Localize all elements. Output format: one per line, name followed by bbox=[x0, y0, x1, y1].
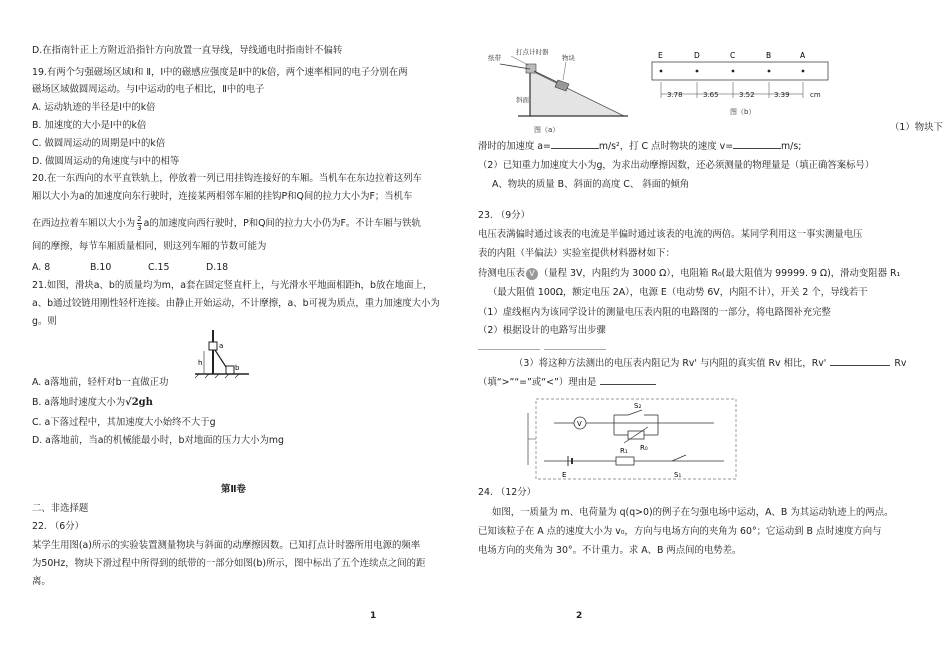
q23-stem-line2: 表的内阻（半偏法）实验室提供材料器材如下： bbox=[478, 248, 675, 259]
q23-stem-line4: （最大阻值 100Ω，额定电压 2A），电源 E（电动势 6V，内阻不计），开关 2 个，导线若干 bbox=[488, 287, 868, 298]
q22-velocity-unit: m/s; bbox=[781, 141, 802, 152]
q22-head: 22. （6分） bbox=[32, 521, 84, 532]
q23-stem-line8 bbox=[478, 376, 656, 389]
page-number: 2 bbox=[576, 611, 583, 621]
right-page bbox=[470, 0, 950, 658]
q20-option-b: B.10 bbox=[90, 262, 112, 273]
left-page bbox=[0, 0, 465, 658]
tape-dot bbox=[768, 70, 771, 73]
q20-option-a: A. 8 bbox=[32, 262, 51, 273]
tape-dot bbox=[660, 70, 663, 73]
resistor-r1 bbox=[616, 457, 634, 465]
slider-b bbox=[226, 366, 234, 374]
q19-stem-line1: 19.有两个匀强磁场区域Ⅰ和 Ⅱ，Ⅰ中的磁感应强度是Ⅱ中的k倍，两个速率相同的电子分别在两 bbox=[32, 67, 408, 78]
q23-stem-line6: （2）根据设计的电路写出步骤 bbox=[478, 325, 606, 336]
q24-stem-line1: 如图，一质量为 m、电荷量为 q(q>0)的例子在匀强电场中运动，A、B 为其运动轨迹上的两点。 bbox=[492, 507, 894, 518]
q24-head: 24. （12分） bbox=[478, 487, 536, 498]
q23-stem-line7-b: Rv bbox=[894, 358, 907, 369]
q22-stem-line1: 某学生用图(a)所示的实验装置测量物块与斜面的动摩擦因数。已知打点计时器所用电源的频率 bbox=[32, 540, 421, 551]
q23-head: 23. （9分） bbox=[478, 210, 530, 221]
answer-rule bbox=[544, 349, 606, 350]
q20-stem-line1: 20.在一东西向的水平直铁轨上，停放着一列已用挂钩连接好的车厢。当机车在东边拉着这列车 bbox=[32, 173, 422, 184]
circuit-label-s1: S₁ bbox=[674, 471, 682, 479]
answer-blank-reason[interactable] bbox=[600, 376, 656, 385]
q23-circuit-diagram bbox=[524, 395, 744, 487]
q22-velocity-text: ，打 C 点时物块的速度 v= bbox=[619, 141, 734, 152]
q21-stem-line3: g。则 bbox=[32, 316, 57, 327]
fraction-two-thirds bbox=[137, 215, 141, 232]
q22-stem-line2: 为50Hz，物块下滑过程中所得到的纸带的一部分如图(b)所示，图中标出了五个连续点之间的距 bbox=[32, 558, 426, 569]
q23-stem-line1: 电压表满偏时通过该表的电流是半偏时通过该表的电流的两倍。某同学利用这一事实测量电压 bbox=[478, 229, 863, 240]
point-label-d: D bbox=[694, 51, 700, 60]
q22-part1-lead: （1）物块下 bbox=[890, 122, 943, 133]
point-label-c: C bbox=[730, 51, 736, 60]
label-block: 物块 bbox=[562, 54, 575, 62]
switch-s1 bbox=[672, 455, 686, 461]
circuit-label-e: E bbox=[562, 471, 567, 479]
paper-tape bbox=[652, 62, 828, 80]
q22-accel-unit: m/s² bbox=[598, 141, 620, 152]
page-number: 1 bbox=[370, 611, 377, 621]
q21-stem-line2: a、b通过铰链用刚性轻杆连接。由静止开始运动，不计摩擦，a、b可视为质点，重力加速度大小为 bbox=[32, 298, 440, 309]
q21-option-b-text: B. a落地时速度大小为 bbox=[32, 397, 126, 408]
q18-option-d: D.在指南针正上方附近沿指针方向放置一直导线，导线通电时指南针不偏转 bbox=[32, 45, 343, 56]
q20-stem-line4: 间的摩擦，每节车厢质量相同，则这列车厢的节数可能为 bbox=[32, 241, 267, 252]
q20-stem-line2: 厢以大小为a的加速度向东行驶时，连接某两相邻车厢的挂钩P和Q间的拉力大小为F；当机车 bbox=[32, 191, 413, 202]
q24-stem-line2: 已知该粒子在 A 点的速度大小为 v₀，方向与电场方向的夹角为 60°；它运动到 B 点时速度方向与 bbox=[478, 526, 882, 537]
q22-part2: （2）已知重力加速度大小为g，为求出动摩擦因数，还必须测量的物理量是（填正确答案标号） bbox=[478, 160, 875, 171]
q21-stem-line1: 21.如图，滑块a、b的质量均为m，a套在固定竖直杆上，与光滑水平地面相距h，b放在地面上， bbox=[32, 280, 433, 291]
section-subtitle: 二、非选择题 bbox=[32, 503, 89, 514]
point-label-e: E bbox=[658, 51, 663, 60]
figure-b-tape bbox=[650, 50, 830, 122]
q23-stem-line5: （1）虚线框内为该同学设计的测量电压表内阻的电路图的一部分，将电路图补充完整 bbox=[478, 307, 831, 318]
label-b: b bbox=[235, 364, 240, 372]
tape-line bbox=[500, 64, 530, 69]
label-incline: 斜面 bbox=[516, 96, 529, 104]
q20-option-c: C.15 bbox=[148, 262, 170, 273]
tape-dot bbox=[732, 70, 735, 73]
circuit-label-r0: R₀ bbox=[640, 444, 648, 452]
q21-option-c: C. a下落过程中，其加速度大小始终不大于g bbox=[32, 417, 216, 428]
q23-stem-line7-a: （3）将这种方法测出的电压表内阻记为 Rv' 与内阻的真实值 Rv 相比，Rv' bbox=[514, 358, 827, 369]
q20-option-d: D.18 bbox=[206, 262, 229, 273]
answer-rule bbox=[478, 349, 540, 350]
caption-b: 图（b） bbox=[730, 108, 756, 116]
circuit-label-s2: S₂ bbox=[634, 402, 642, 410]
q20-stem-line3 bbox=[32, 215, 421, 232]
q23-stem-line3 bbox=[478, 267, 900, 280]
q19-option-c: C. 做圆周运动的周期是Ⅰ中的k倍 bbox=[32, 138, 166, 149]
label-timer: 打点计时器 bbox=[516, 48, 549, 56]
q22-part2-options: A、物块的质量 B、斜面的高度 C、 斜面的倾角 bbox=[492, 179, 690, 190]
caption-a: 图（a） bbox=[534, 126, 560, 134]
q21-figure bbox=[193, 328, 251, 380]
q19-option-d: D. 做圆周运动的角速度与Ⅰ中的相等 bbox=[32, 156, 180, 167]
distance-ed: 3.78 bbox=[667, 91, 683, 99]
fraction-numerator: 2 bbox=[137, 215, 142, 223]
q20-stem-line3-b: a的加速度向西行驶时，P和Q间的拉力大小仍为F。不计车厢与铁轨 bbox=[143, 218, 421, 229]
tape-dot bbox=[696, 70, 699, 73]
label-h: h bbox=[198, 359, 203, 367]
circuit-label-v: V bbox=[577, 420, 582, 428]
unit-cm: cm bbox=[810, 91, 821, 99]
voltmeter-icon: V bbox=[526, 268, 538, 280]
q22-stem-line3: 离。 bbox=[32, 576, 51, 587]
q21-option-a: A. a落地前，轻杆对b一直做正功 bbox=[32, 377, 169, 388]
q22-part1-line bbox=[478, 140, 801, 153]
pointer-line bbox=[563, 62, 566, 80]
q21-formula: √2gh bbox=[125, 397, 153, 408]
q23-stem-line3-a: 待测电压表 bbox=[478, 268, 525, 279]
q22-accel-text: 滑时的加速度 a= bbox=[478, 141, 551, 152]
tape-dot bbox=[802, 70, 805, 73]
slider-a bbox=[209, 342, 217, 350]
q19-option-b: B. 加速度的大小是Ⅰ中的k倍 bbox=[32, 120, 147, 131]
distance-cb: 3.52 bbox=[739, 91, 755, 99]
label-a: a bbox=[219, 342, 224, 350]
fraction-denominator: 3 bbox=[137, 224, 142, 232]
incline-surface bbox=[530, 70, 624, 116]
switch-s2 bbox=[628, 410, 642, 415]
q21-option-b bbox=[32, 396, 153, 409]
answer-blank-acceleration[interactable] bbox=[551, 140, 599, 149]
circuit-label-r1: R₁ bbox=[620, 447, 628, 455]
q19-stem-line2: 磁场区域做圆周运动。与Ⅰ中运动的电子相比，Ⅱ中的电子 bbox=[32, 84, 265, 95]
pointer-line bbox=[511, 56, 528, 65]
q20-stem-line3-a: 在西边拉着车厢以大小为 bbox=[32, 218, 136, 229]
q19-option-a: A. 运动轨迹的半径是Ⅰ中的k倍 bbox=[32, 102, 156, 113]
q23-stem-line3-b: （量程 3V，内阻约为 3000 Ω），电阻箱 R₀(最大阻值为 99999. 9 Ω)，滑动变阻器 R₁ bbox=[538, 268, 901, 279]
distance-ba: 3.39 bbox=[774, 91, 790, 99]
section-title: 第Ⅱ卷 bbox=[221, 484, 246, 495]
figure-a-incline bbox=[478, 46, 628, 138]
q24-stem-line3: 电场方向的夹角为 30°。不计重力。求 A、B 两点间的电势差。 bbox=[478, 545, 742, 556]
point-label-a: A bbox=[800, 51, 806, 60]
q23-stem-line8-text: （填“>”“=”或“<”）理由是 bbox=[478, 377, 597, 388]
distance-dc: 3.65 bbox=[703, 91, 719, 99]
q23-stem-line7 bbox=[514, 357, 906, 370]
label-tape: 纸带 bbox=[488, 54, 501, 62]
answer-blank-velocity[interactable] bbox=[733, 140, 781, 149]
point-label-b: B bbox=[766, 51, 772, 60]
q21-option-d: D. a落地前，当a的机械能最小时，b对地面的压力大小为mg bbox=[32, 435, 284, 446]
answer-blank-compare[interactable] bbox=[830, 357, 890, 366]
